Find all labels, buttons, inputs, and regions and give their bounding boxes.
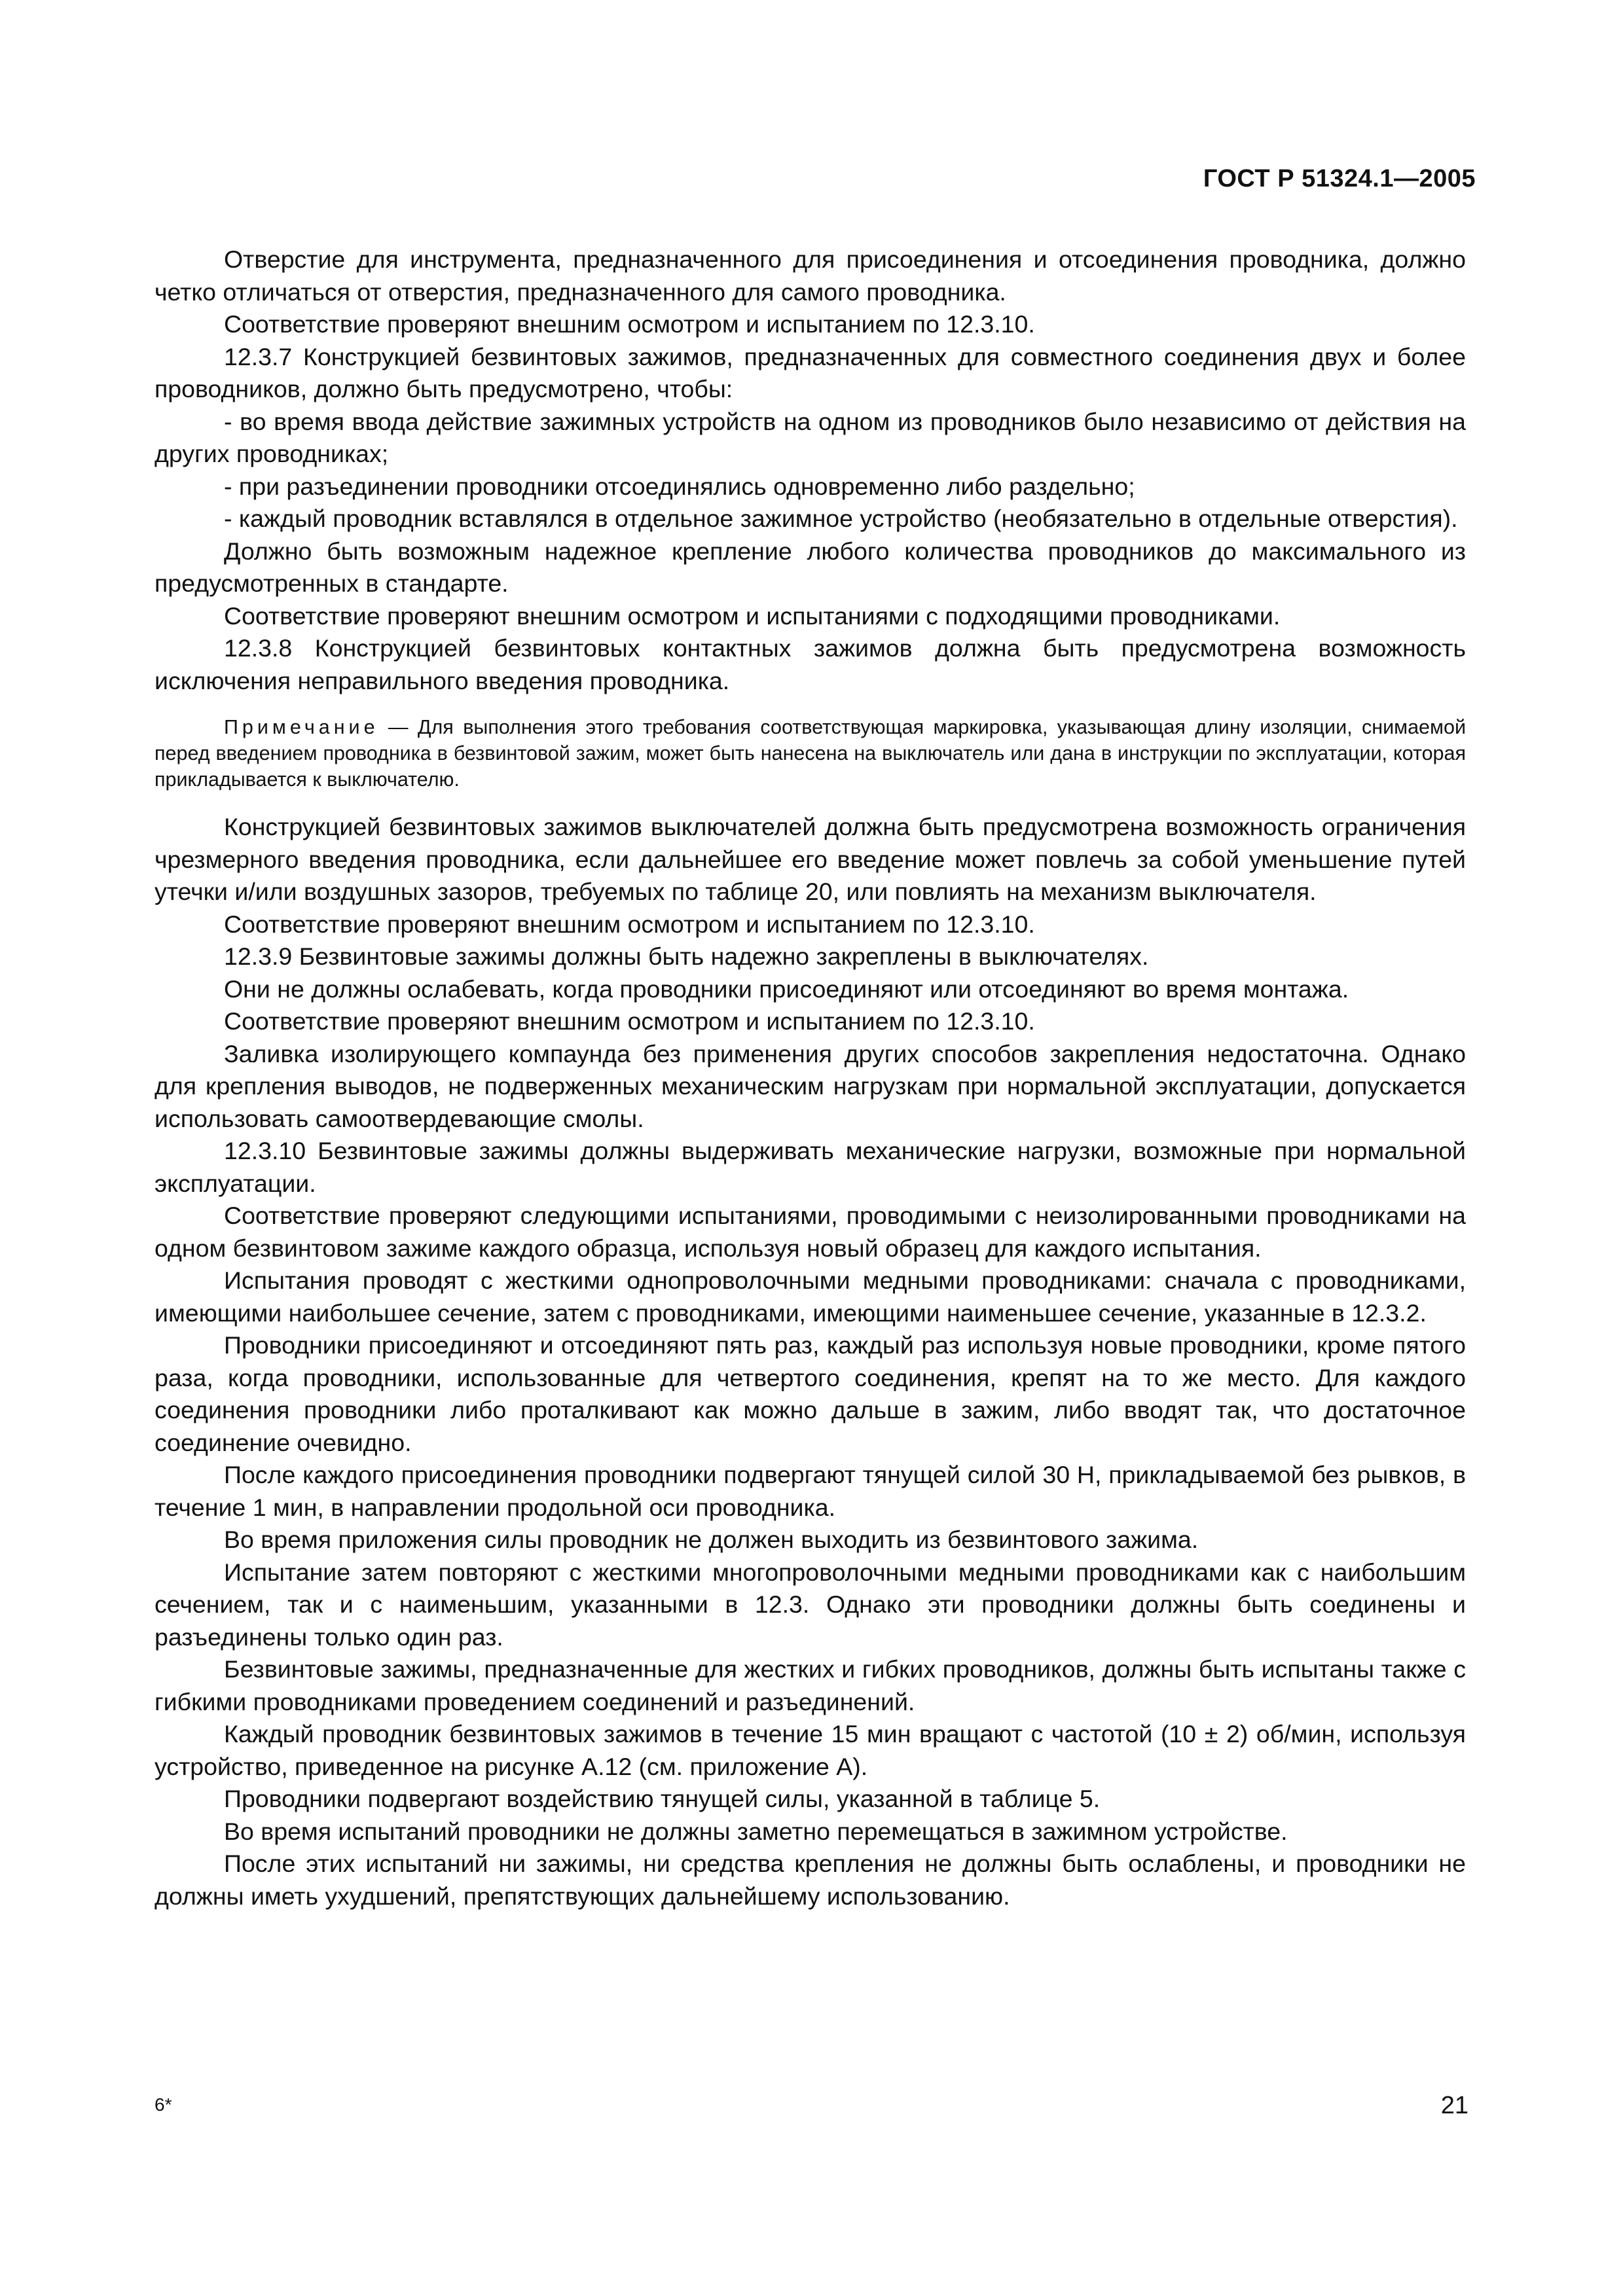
paragraph: Во время испытаний проводники не должны заметно перемещаться в зажимном устройстве. xyxy=(224,1817,1288,1845)
paragraph: После этих испытаний ни зажимы, ни средства крепления не должны быть ослаблены, и проводники не должны иметь ухудшений, препятствующих дальнейшему использованию. xyxy=(155,1850,1466,1910)
body-text xyxy=(155,243,1466,1912)
paragraph: 12.3.8 Конструкцией безвинтовых контактных зажимов должна быть предусмотрена возможность исключения неправильного введения проводника. xyxy=(155,634,1466,694)
paragraph: Соответствие проверяют внешним осмотром и испытанием по 12.3.10. xyxy=(224,910,1035,938)
note-lead: Примечание xyxy=(224,716,379,738)
paragraph: После каждого присоединения проводники подвергают тянущей силой 30 Н, прикладываемой без рывков, в течение 1 мин, в направлении продольной оси проводника. xyxy=(155,1461,1466,1521)
paragraph: Безвинтовые зажимы, предназначенные для жестких и гибких проводников, должны быть испытаны также с гибкими проводниками проведением соединений и разъединений. xyxy=(155,1655,1466,1715)
paragraph: Должно быть возможным надежное крепление любого количества проводников до максимального из предусмотренных в стандарте. xyxy=(155,537,1466,597)
paragraph: Соответствие проверяют внешним осмотром и испытаниями с подходящими проводниками. xyxy=(224,601,1281,630)
paragraph: Во время приложения силы проводник не должен выходить из безвинтового зажима. xyxy=(224,1526,1199,1553)
paragraph: Соответствие проверяют внешним осмотром и испытанием по 12.3.10. xyxy=(224,310,1035,338)
paragraph: Проводники подвергают воздействию тянущей силы, указанной в таблице 5. xyxy=(224,1785,1101,1812)
sheet-mark: 6* xyxy=(155,2094,172,2115)
paragraph: Соответствие проверяют внешним осмотром и испытанием по 12.3.10. xyxy=(224,1007,1035,1035)
paragraph: - каждый проводник вставлялся в отдельное зажимное устройство (необязательно в отдельные отверстия). xyxy=(224,505,1458,532)
document-code: ГОСТ Р 51324.1—2005 xyxy=(1203,165,1476,192)
paragraph: 12.3.9 Безвинтовые зажимы должны быть надежно закреплены в выключателях. xyxy=(224,942,1149,970)
page-number: 21 xyxy=(1440,2092,1468,2119)
paragraph: - во время ввода действие зажимных устройств на одном из проводников было независимо от действия на других проводниках; xyxy=(155,407,1466,467)
paragraph: - при разъединении проводники отсоединялись одновременно либо раздельно; xyxy=(224,472,1135,500)
note xyxy=(155,714,1466,793)
paragraph: Испытания проводят с жесткими однопроволочными медными проводниками: сначала с проводниками, имеющими наибольшее сечение, затем с проводниками, имеющими наименьшее сечение, указанные в 12.3.2. xyxy=(155,1266,1466,1327)
paragraph: Конструкцией безвинтовых зажимов выключателей должна быть предусмотрена возможность ограничения чрезмерного введения проводника, если дальнейшее его введение может повлечь за собой уменьшение путей утечки и/или воздушных зазоров, требуемых по таблице 20, или повлиять на механизм выключателя. xyxy=(155,813,1466,905)
paragraph: Они не должны ослабевать, когда проводники присоединяют или отсоединяют во время монтажа. xyxy=(224,975,1349,1003)
note-text: — Для выполнения этого требования соответствующая маркировка, указывающая длину изоляции, снимаемой перед введением проводника в безвинтовой зажим, может быть нанесена на выключатель или дана в инструкции по эксплуатации, которая прикладывается к выключателю. xyxy=(155,716,1466,791)
paragraph: 12.3.7 Конструкцией безвинтовых зажимов, предназначенных для совместного соединения двух и более проводников, должно быть предусмотрено, чтобы: xyxy=(155,342,1466,403)
paragraph: Отверстие для инструмента, предназначенного для присоединения и отсоединения проводника, должно четко отличаться от отверстия, предназначенного для самого проводника. xyxy=(155,245,1466,306)
paragraph: 12.3.10 Безвинтовые зажимы должны выдерживать механические нагрузки, возможные при нормальной эксплуатации. xyxy=(155,1137,1466,1197)
paragraph: Испытание затем повторяют с жесткими многопроволочными медными проводниками как с наибольшим сечением, так и с наименьшим, указанными в 12.3. Однако эти проводники должны быть соединены и разъединены только один раз. xyxy=(155,1558,1466,1651)
paragraph: Заливка изолирующего компаунда без применения других способов закрепления недостаточна. Однако для крепления выводов, не подверженных механическим нагрузкам при нормальной эксплуатации, допускается использовать самоотвердевающие смолы. xyxy=(155,1039,1466,1132)
paragraph: Соответствие проверяют следующими испытаниями, проводимыми с неизолированными проводниками на одном безвинтовом зажиме каждого образца, используя новый образец для каждого испытания. xyxy=(155,1202,1466,1262)
paragraph: Проводники присоединяют и отсоединяют пять раз, каждый раз используя новые проводники, кроме пятого раза, когда проводники, использованные для четвертого соединения, крепят на то же место. Для каждого соединения проводники либо проталкивают как можно дальше в зажим, либо вводят так, что достаточное соединение очевидно. xyxy=(155,1331,1466,1456)
paragraph: Каждый проводник безвинтовых зажимов в течение 15 мин вращают с частотой (10 ± 2) об/мин, используя устройство, приведенное на рисунке А.12 (см. приложение А). xyxy=(155,1720,1466,1780)
